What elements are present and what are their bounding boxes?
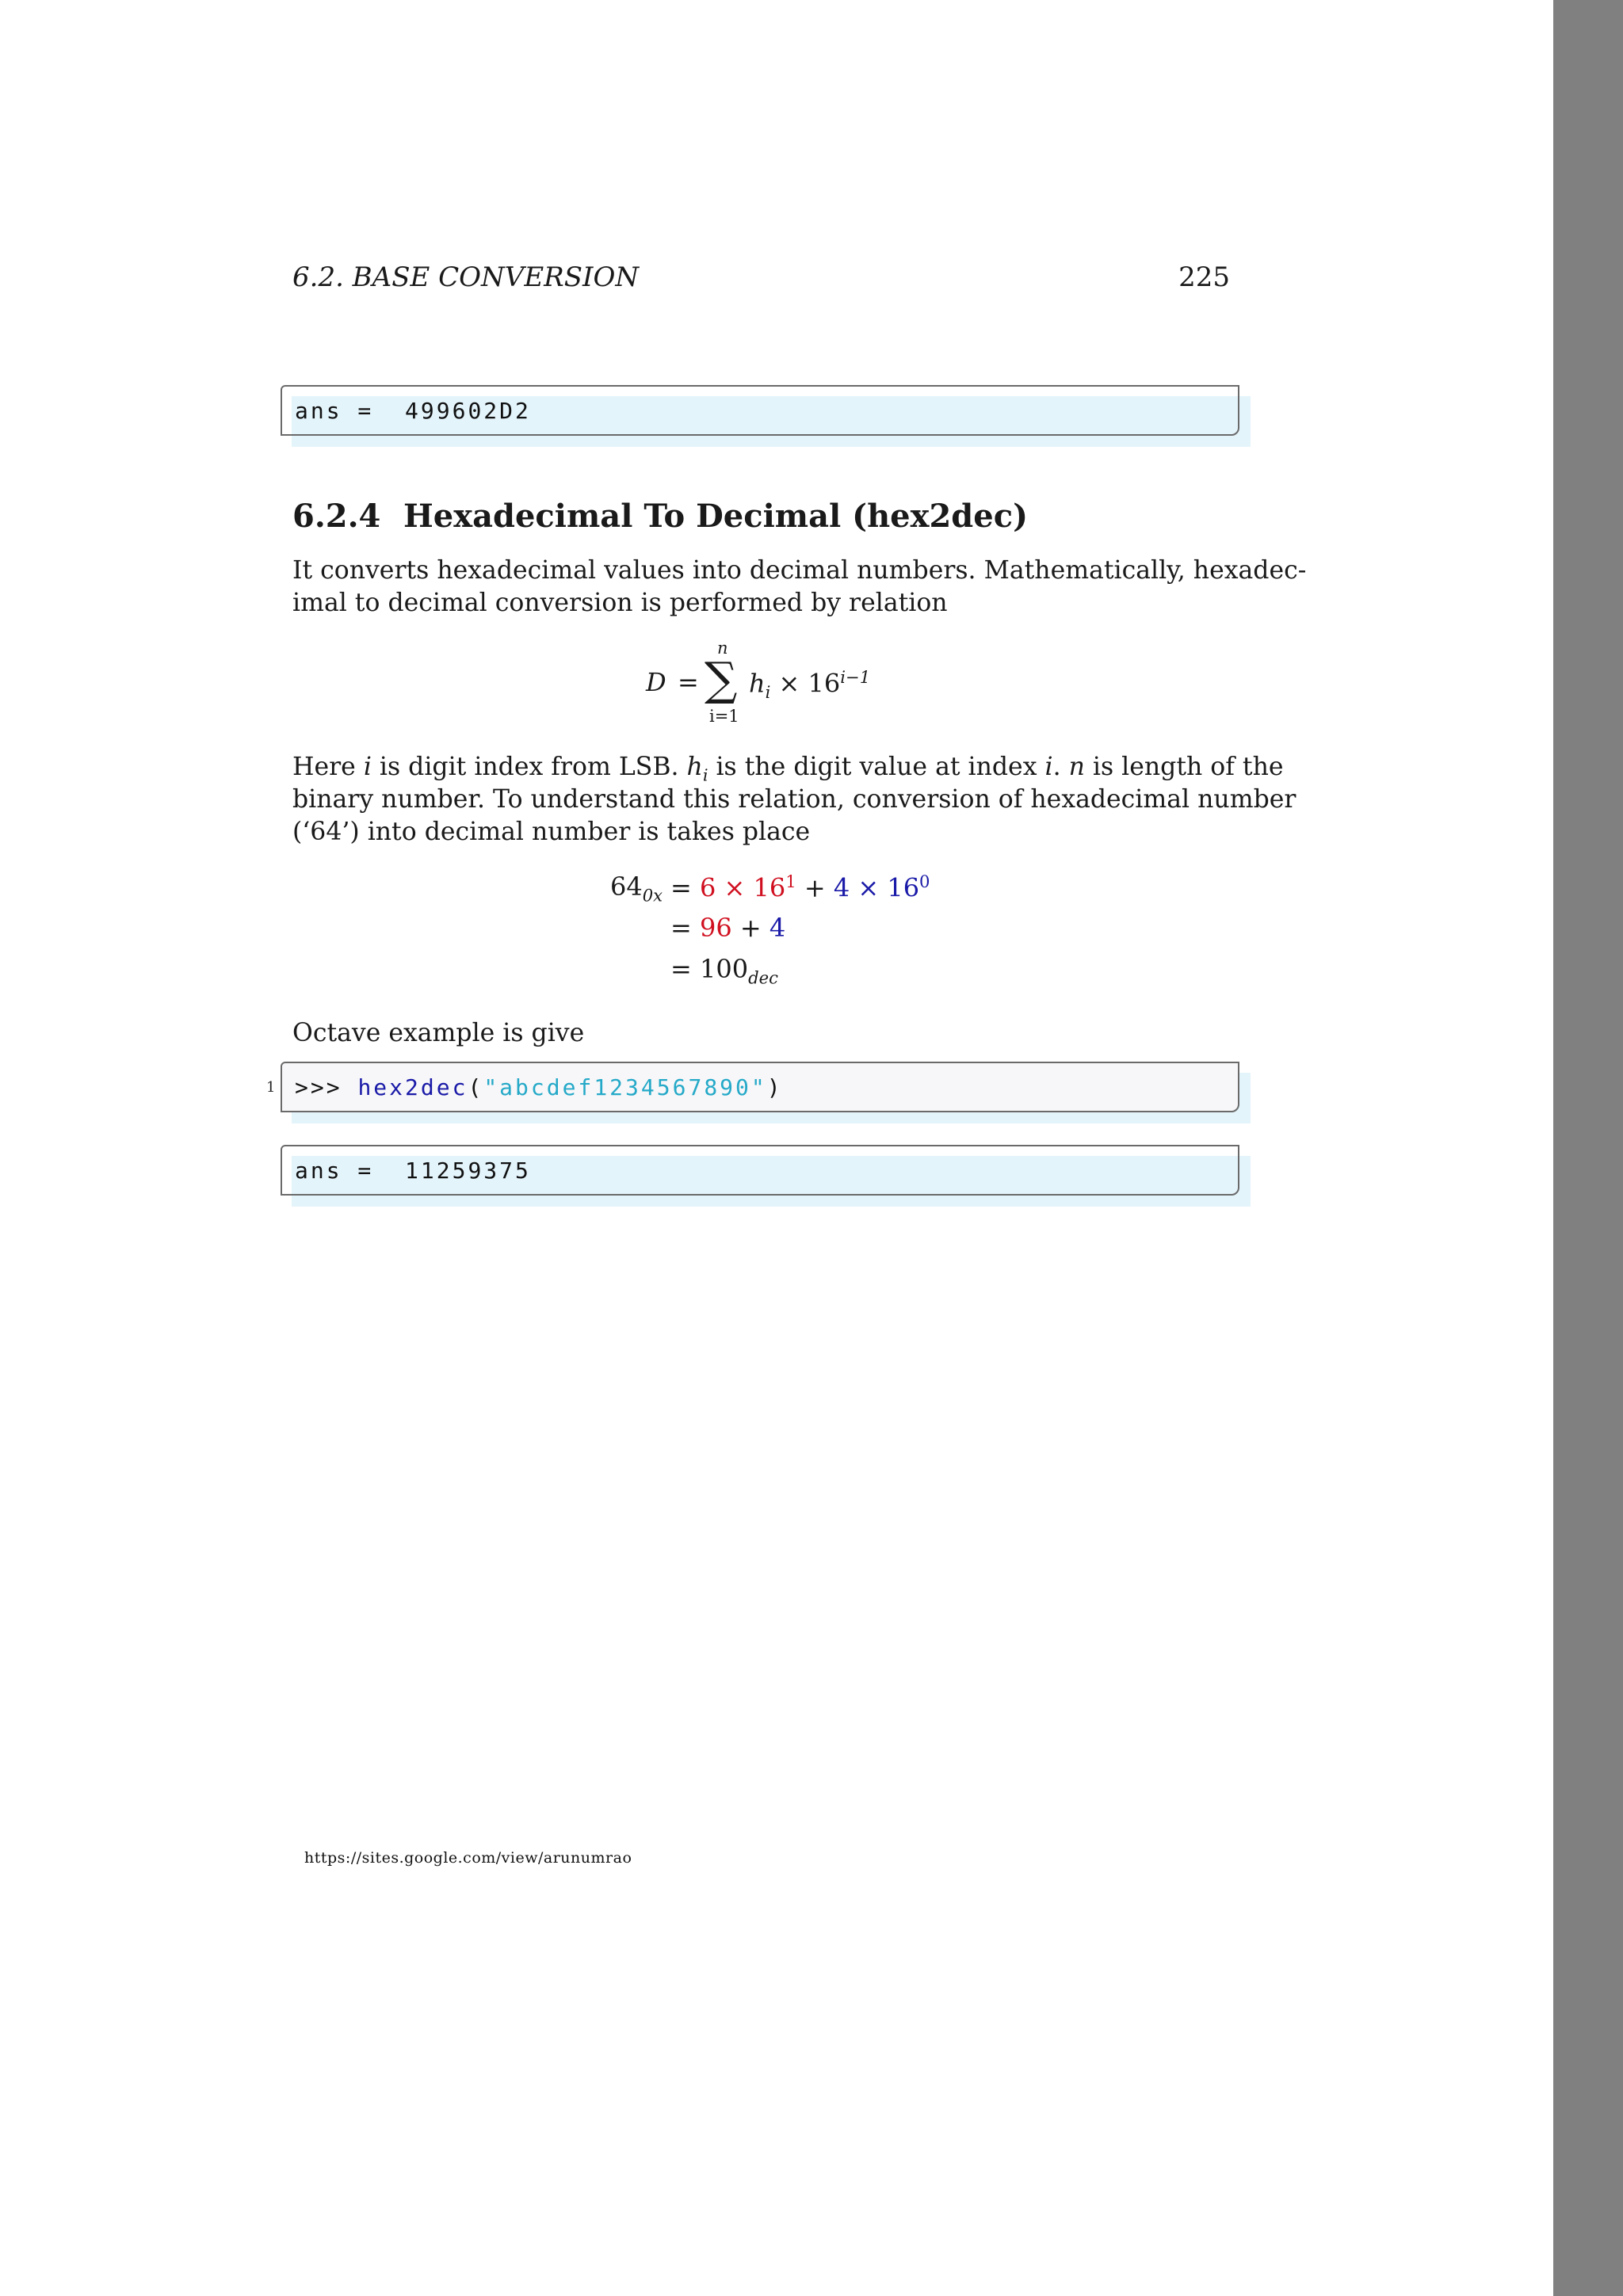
formula-equals: = xyxy=(678,667,699,697)
explain-paragraph xyxy=(292,751,1296,849)
explain-line-2: binary number. To understand this relation, conversion of hexadecimal number xyxy=(292,785,1296,814)
intro-line-1: It converts hexadecimal values into decimal numbers. Mathematically, hexadec- xyxy=(292,556,1307,585)
explain-line-1: Here i is digit index from LSB. $h_i$ is the digit value at index i. n is length of the xyxy=(292,753,1284,785)
sum-formula xyxy=(646,639,963,737)
output-label: ans = xyxy=(295,398,374,424)
code-text: >>> hex2dec("abcdef1234567890") xyxy=(295,1074,783,1100)
conversion-steps: $64_{0x}$ = $6 \times 16^1 + 4 \times 16^0$ = 96 + 4 = $100_{dec}$ xyxy=(610,871,930,988)
sum-lower-limit: i=1 xyxy=(709,707,739,726)
code-function: hex2dec xyxy=(357,1074,468,1100)
output-value: 499602D2 xyxy=(405,398,531,424)
intro-line-2: imal to decimal conversion is performed by relation xyxy=(292,589,948,617)
intro-paragraph xyxy=(292,555,1307,620)
explain-line-3: (‘64’) into decimal number is takes place xyxy=(292,818,811,846)
sum-upper-limit: n xyxy=(717,639,728,658)
chapter-title: 6.2. BASE CONVERSION xyxy=(292,261,640,293)
output-text xyxy=(295,1158,531,1184)
output-box-bottom xyxy=(281,1145,1239,1196)
section-title-text: Hexadecimal To Decimal (hex2dec) xyxy=(403,498,1029,535)
output-box-top xyxy=(281,385,1239,436)
code-string: "abcdef1234567890" xyxy=(483,1074,767,1100)
output-value: 11259375 xyxy=(405,1158,531,1184)
formula-lhs: D xyxy=(646,667,666,697)
sigma-symbol: ∑ xyxy=(705,652,738,706)
section-heading xyxy=(292,498,1028,535)
section-number: 6.2.4 xyxy=(292,498,381,535)
viewer-sidebar xyxy=(1553,0,1623,2296)
formula-rhs: $h_i \times 16^{i-1}$ xyxy=(749,667,871,703)
code-line-number: 1 xyxy=(266,1079,276,1096)
code-prompt: >>> xyxy=(295,1074,358,1100)
octave-intro: Octave example is give xyxy=(292,1019,585,1047)
code-input-box xyxy=(281,1062,1239,1112)
running-header xyxy=(292,261,1230,293)
page-number: 225 xyxy=(1178,261,1230,293)
output-label: ans = xyxy=(295,1158,374,1184)
footer-url: https://sites.google.com/view/arunumrao xyxy=(304,1849,632,1867)
output-text xyxy=(295,398,531,424)
